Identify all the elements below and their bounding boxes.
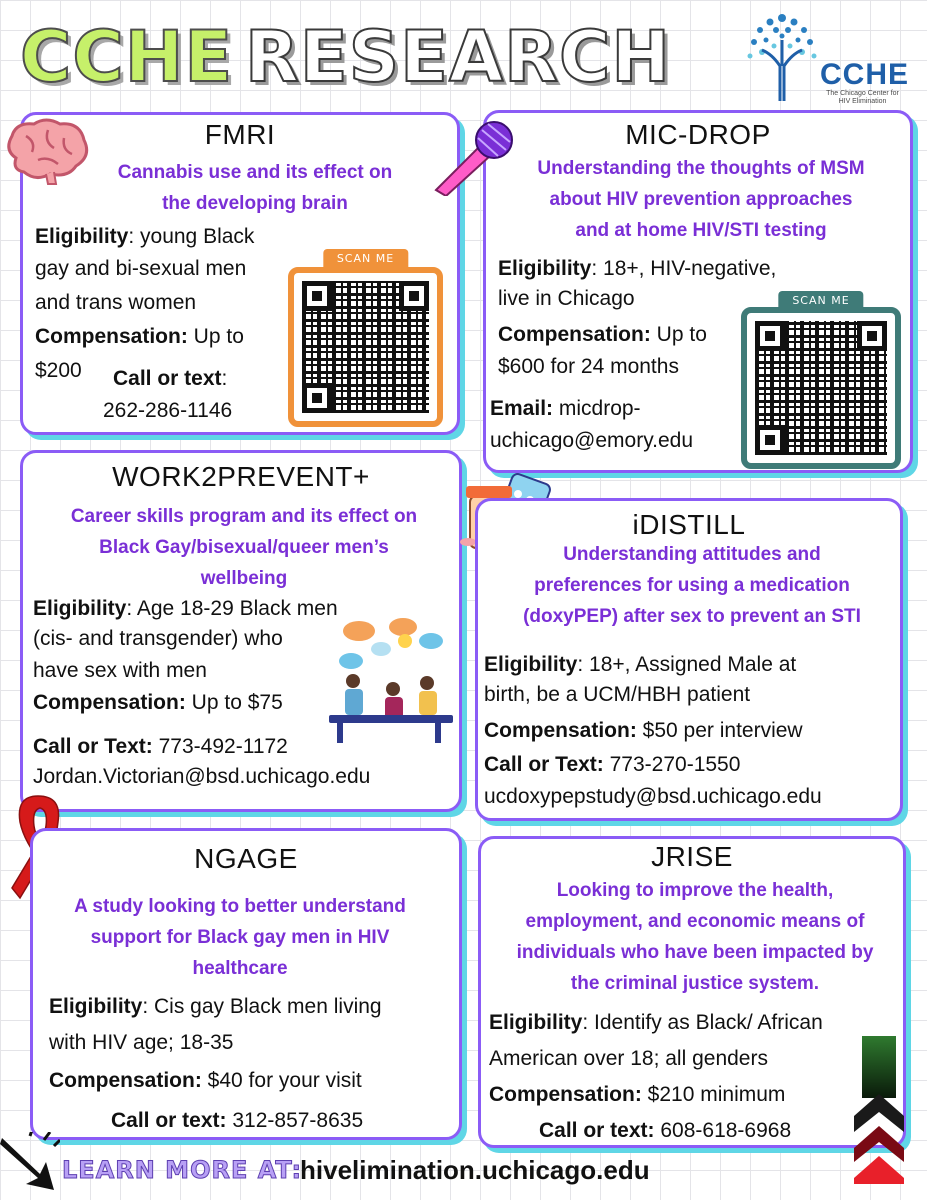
title-research: RESEARCH: [245, 16, 671, 98]
fmri-compensation-line2: $200: [35, 359, 82, 382]
ngage-eligibility-line2: with HIV age; 18-35: [49, 1031, 234, 1054]
micdrop-subtitle: Understanding the thoughts of MSM about HIV prevention approaches and at home HIV/STI testing: [537, 158, 865, 241]
micdrop-qr-code[interactable]: [741, 294, 901, 469]
jrise-phone[interactable]: 608-618-6968: [654, 1119, 792, 1142]
work2prevent-email[interactable]: Jordan.Victorian@bsd.uchicago.edu: [33, 765, 371, 788]
idistill-eligibility-line2: birth, be a UCM/HBH patient: [484, 683, 751, 706]
work2prevent-eligibility-line2: (cis- and transgender) who: [33, 627, 283, 650]
work2prevent-subtitle: Career skills program and its effect on Black Gay/bisexual/queer men’s wellbeing: [70, 506, 418, 589]
title-cche: CCHE: [20, 16, 234, 98]
fmri-qr-label: SCAN ME: [323, 249, 408, 268]
pointer-arrow-icon: [0, 1132, 60, 1198]
tree-logo-icon: [742, 6, 822, 106]
logo-tagline: The Chicago Center for HIV Elimination: [826, 90, 899, 105]
idistill-email[interactable]: ucdoxypepstudy@bsd.uchicago.edu: [484, 785, 822, 808]
ngage-title: NGAGE: [194, 843, 298, 874]
jrise-eligibility-line2: American over 18; all genders: [489, 1047, 768, 1070]
brain-icon: [2, 116, 90, 186]
card-jrise: [478, 836, 906, 1148]
card-micdrop: [483, 110, 913, 473]
fmri-subtitle: Cannabis use and its effect on the developing brain: [117, 162, 393, 214]
idistill-compensation: Compensation: $50 per interview: [484, 719, 803, 742]
ngage-eligibility: Eligibility: Cis gay Black men living: [49, 995, 382, 1018]
meeting-illustration-icon: [323, 613, 453, 743]
micdrop-email-address[interactable]: uchicago@emory.edu: [490, 429, 694, 452]
idistill-eligibility: Eligibility: 18+, Assigned Male at: [484, 653, 797, 676]
jrise-eligibility: Eligibility: Identify as Black/ African: [489, 1011, 823, 1034]
cche-logo: [742, 6, 910, 106]
work2prevent-phone[interactable]: 773-492-1172: [152, 735, 288, 758]
card-idistill: [475, 498, 903, 821]
fmri-compensation: Compensation: Up to: [35, 325, 244, 348]
micdrop-email: Email: micdrop-: [490, 397, 641, 420]
ngage-subtitle: A study looking to better understand support for Black gay men in HIV healthcare: [74, 896, 406, 979]
jrise-compensation: Compensation: $210 minimum: [489, 1083, 786, 1106]
jrise-contact: Call or text: 608-618-6968: [539, 1119, 792, 1142]
fmri-eligibility-line2: gay and bi-sexual men: [35, 257, 247, 280]
idistill-phone[interactable]: 773-270-1550: [603, 753, 741, 776]
learn-more-label: LEARN MORE AT:: [62, 1156, 303, 1184]
work2prevent-compensation: Compensation: Up to $75: [33, 691, 283, 714]
fmri-title: FMRI: [204, 119, 276, 150]
micdrop-qr-label: SCAN ME: [778, 291, 863, 310]
microphone-icon: [428, 116, 518, 196]
micdrop-eligibility-line2: live in Chicago: [498, 287, 635, 310]
work2prevent-title: WORK2PREVENT+: [112, 461, 370, 492]
fmri-eligibility-line3: and trans women: [35, 291, 197, 314]
jrise-subtitle: Looking to improve the health, employment, and economic means of individuals who have been impacted by the criminal justice system.: [516, 880, 874, 994]
micdrop-compensation: Compensation: Up to: [498, 323, 707, 346]
fmri-qr-code[interactable]: [288, 252, 443, 427]
work2prevent-eligibility-line3: have sex with men: [33, 659, 207, 682]
ngage-phone[interactable]: 312-857-8635: [226, 1109, 364, 1132]
upward-arrows-icon: [850, 1036, 908, 1184]
logo-name: CCHE: [820, 58, 910, 91]
card-ngage: [30, 828, 462, 1140]
idistill-contact: Call or Text: 773-270-1550: [484, 753, 741, 776]
fmri-contact-label: Call or text:: [113, 367, 228, 390]
ngage-contact: Call or text: 312-857-8635: [111, 1109, 364, 1132]
website-link[interactable]: hivelimination.uchicago.edu: [300, 1155, 650, 1185]
ngage-compensation: Compensation: $40 for your visit: [49, 1069, 362, 1092]
micdrop-eligibility: Eligibility: 18+, HIV-negative,: [498, 257, 777, 280]
idistill-subtitle: Understanding attitudes and preferences for using a medication (doxyPEP) after sex to prevent an STI: [523, 544, 861, 627]
work2prevent-contact: Call or Text: 773-492-1172: [33, 735, 288, 758]
micdrop-compensation-line2: $600 for 24 months: [498, 355, 679, 378]
card-work2prevent: [20, 450, 462, 812]
jrise-title: JRISE: [651, 841, 733, 872]
micdrop-title: MIC-DROP: [625, 119, 771, 150]
fmri-phone[interactable]: 262-286-1146: [103, 399, 233, 422]
fmri-eligibility: Eligibility: young Black: [35, 225, 255, 248]
work2prevent-eligibility: Eligibility: Age 18-29 Black men: [33, 597, 338, 620]
idistill-title: iDISTILL: [632, 509, 746, 540]
